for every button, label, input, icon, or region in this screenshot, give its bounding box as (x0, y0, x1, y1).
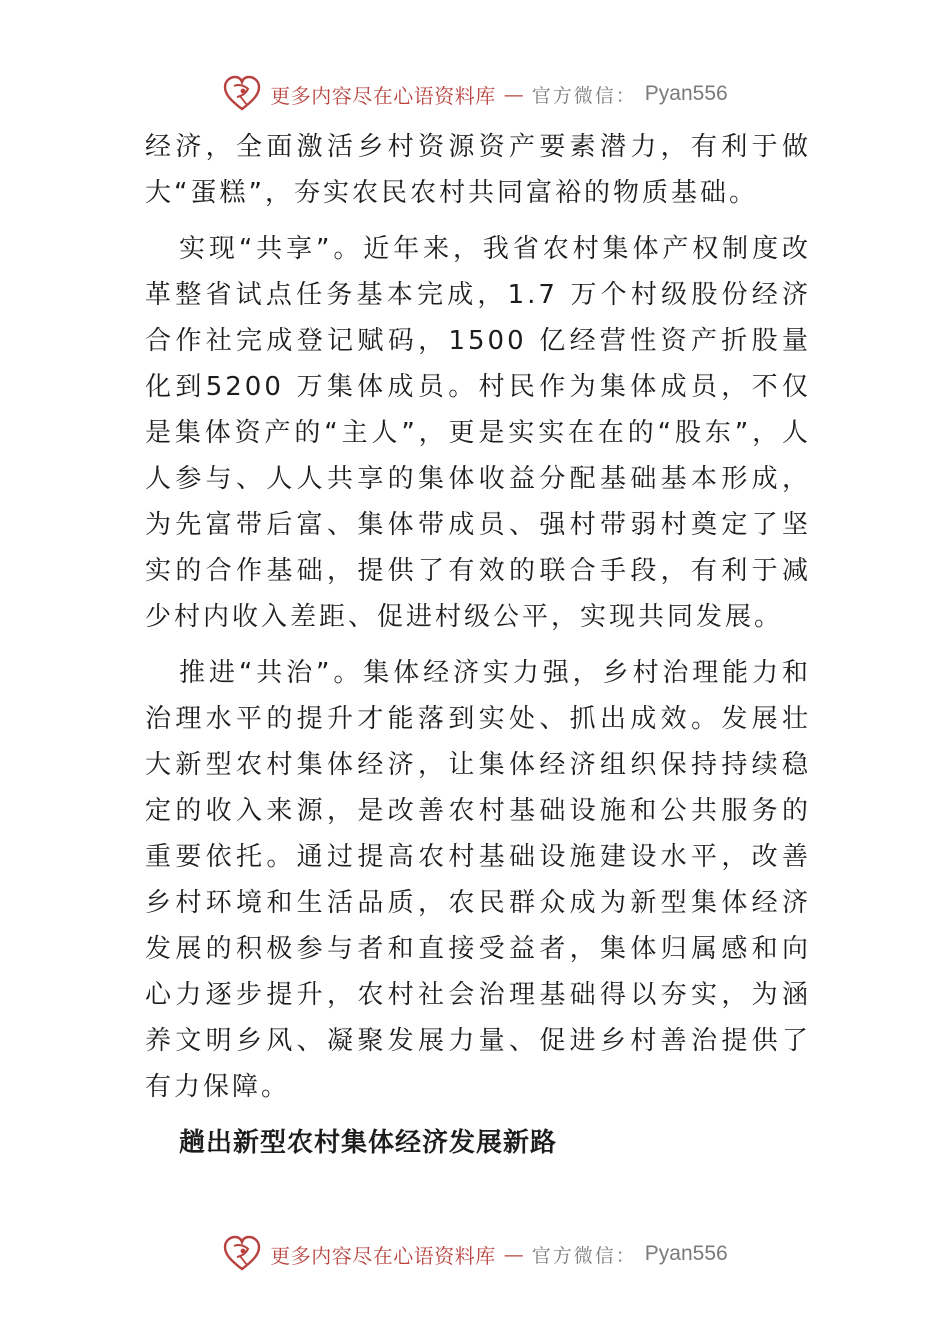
watermark-separator: — (503, 82, 524, 106)
paragraph-sharing: 实现“共享”。近年来，我省农村集体产权制度改革整省试点任务基本完成，1.7 万个村级股份经济合作社完成登记赋码，1500 亿经营性资产折股量化到5200 万集体成员。村民作为集体成员，不仅是集体资产的“主人”，更是实实在在的“股东”，人人参与、人人共享的集体收益分配基础基本形成，为先富带后富、集体带成员、强村带弱村奠定了坚实的合作基础，提供了有效的联合手段，有利于减少村内收入差距、促进村级公平，实现共同发展。 (145, 234, 811, 632)
document-body (145, 124, 811, 1166)
watermark-id: Pyan556 (644, 82, 728, 105)
heart-logo-icon (222, 1234, 262, 1274)
paragraph-continued: 经济，全面激活乡村资源资产要素潜力，有利于做大“蛋糕”，夯实农民农村共同富裕的物质基础。 (145, 132, 811, 208)
watermark-label: 官方微信： (531, 1244, 637, 1267)
paragraph-governance: 推进“共治”。集体经济实力强，乡村治理能力和治理水平的提升才能落到实处、抓出成效。发展壮大新型农村集体经济，让集体经济组织保持持续稳定的收入来源，是改善农村基础设施和公共服务的重要依托。通过提高农村基础设施建设水平，改善乡村环境和生活品质，农民群众成为新型集体经济发展的积极参与者和直接受益者，集体归属感和向心力逐步提升，农村社会治理基础得以夯实，为涵养文明乡风、凝聚发展力量、促进乡村善治提供了有力保障。 (145, 658, 811, 1102)
watermark-site-text: 更多内容尽在心语资料库 (270, 83, 496, 108)
watermark-separator: — (503, 1242, 524, 1266)
header-watermark (0, 72, 950, 116)
watermark-label: 官方微信： (531, 84, 637, 107)
heart-logo-icon (222, 74, 262, 114)
watermark-site-text: 更多内容尽在心语资料库 (270, 1243, 496, 1268)
section-subheading: 趟出新型农村集体经济发展新路 (179, 1128, 558, 1158)
footer-watermark (0, 1232, 950, 1276)
watermark-id: Pyan556 (644, 1242, 728, 1265)
